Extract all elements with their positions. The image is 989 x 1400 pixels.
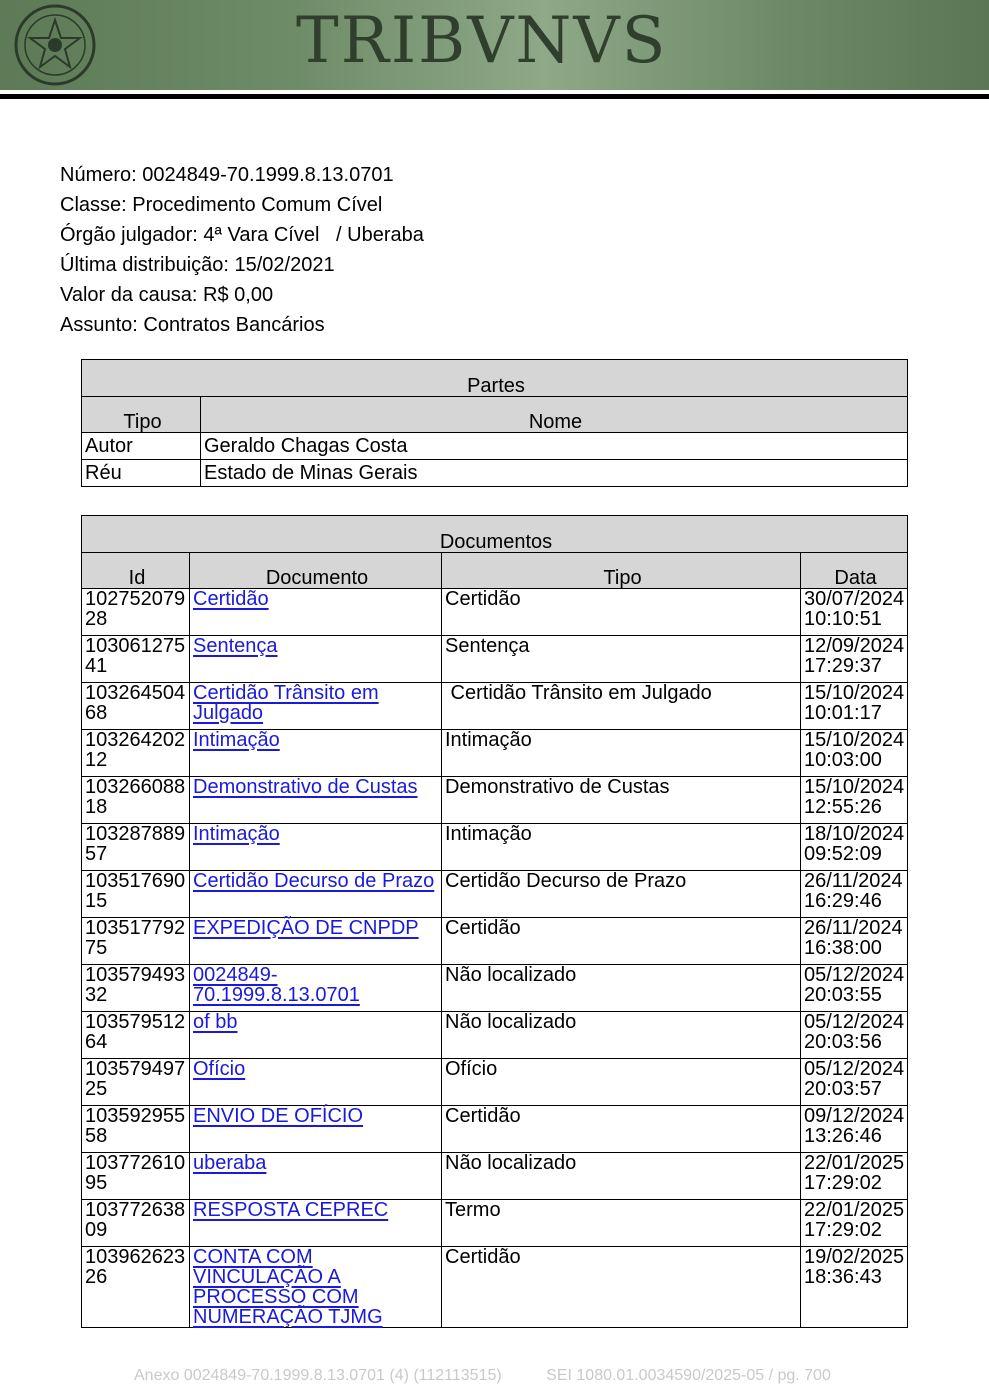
parties-header-tipo: Tipo	[82, 397, 201, 433]
header-banner	[0, 0, 989, 90]
document-row	[82, 683, 908, 730]
page-footer	[134, 1367, 831, 1385]
document-row	[82, 1059, 908, 1106]
document-id-part: 103592955	[85, 1105, 186, 1127]
document-date	[801, 636, 908, 683]
document-id-part: 103264202	[85, 729, 186, 751]
document-date-time: 09:52:09	[804, 843, 882, 865]
documents-table	[81, 515, 908, 1328]
document-id	[82, 824, 190, 871]
document-row	[82, 918, 908, 965]
document-row	[82, 1247, 908, 1328]
document-type: Não localizado	[442, 965, 801, 1012]
document-id	[82, 1200, 190, 1247]
document-id-part: 12	[85, 749, 108, 771]
document-link[interactable]: Certidão Trânsito em	[193, 682, 379, 704]
document-id	[82, 683, 190, 730]
document-row	[82, 730, 908, 777]
document-date	[801, 1012, 908, 1059]
document-name	[190, 1106, 442, 1153]
document-type: Demonstrativo de Custas	[442, 777, 801, 824]
document-name	[190, 965, 442, 1012]
document-link[interactable]: Intimação	[193, 729, 280, 751]
party-row	[82, 460, 908, 487]
document-date-day: 22/01/2025	[804, 1199, 905, 1221]
subject: Assunto: Contratos Bancários	[60, 314, 325, 336]
document-link[interactable]: VINCULAÇÃO A	[193, 1266, 341, 1288]
document-date	[801, 1106, 908, 1153]
document-id-part: 68	[85, 702, 108, 724]
documents-header-data: Data	[801, 553, 908, 589]
document-type: Não localizado	[442, 1153, 801, 1200]
document-date-day: 19/02/2025	[804, 1246, 905, 1268]
document-id	[82, 918, 190, 965]
document-type: Termo	[442, 1200, 801, 1247]
document-date-day: 15/10/2024	[804, 776, 905, 798]
document-date-day: 18/10/2024	[804, 823, 905, 845]
documents-header-documento: Documento	[190, 553, 442, 589]
document-date-day: 15/10/2024	[804, 682, 905, 704]
parties-table	[81, 359, 908, 487]
document-id-part: 41	[85, 655, 108, 677]
document-id-part: 32	[85, 984, 108, 1006]
document-name	[190, 1012, 442, 1059]
case-value: Valor da causa: R$ 0,00	[60, 284, 274, 306]
document-row	[82, 871, 908, 918]
document-id	[82, 1153, 190, 1200]
document-id-part: 26	[85, 1266, 108, 1288]
document-name	[190, 589, 442, 636]
document-id-part: 25	[85, 1078, 108, 1100]
document-date	[801, 1247, 908, 1328]
document-id-part: 103264504	[85, 682, 186, 704]
brand-title: TRIBVNVS	[296, 4, 668, 78]
document-id-part: 09	[85, 1219, 108, 1241]
document-date	[801, 871, 908, 918]
document-date-time: 18:36:43	[804, 1266, 882, 1288]
document-date-time: 17:29:37	[804, 655, 882, 677]
document-id-part: 95	[85, 1172, 108, 1194]
document-type: Certidão	[442, 1106, 801, 1153]
documents-header-tipo: Tipo	[442, 553, 801, 589]
document-date-day: 09/12/2024	[804, 1105, 905, 1127]
document-date-time: 12:55:26	[804, 796, 882, 818]
documents-caption: Documentos	[82, 516, 908, 553]
document-date-time: 10:10:51	[804, 608, 882, 630]
documents-header-id: Id	[82, 553, 190, 589]
document-type: Certidão	[442, 1247, 801, 1328]
document-id-part: 103962623	[85, 1246, 186, 1268]
document-id	[82, 636, 190, 683]
document-id-part: 103517690	[85, 870, 186, 892]
process-number: Número: 0024849-70.1999.8.13.0701	[60, 164, 394, 186]
document-row	[82, 965, 908, 1012]
document-link[interactable]: Certidão Decurso de Prazo	[193, 870, 435, 892]
parties-caption: Partes	[82, 360, 908, 397]
document-type: Certidão Decurso de Prazo	[442, 871, 801, 918]
document-name	[190, 824, 442, 871]
document-date-day: 26/11/2024	[804, 917, 903, 939]
document-id-part: 18	[85, 796, 108, 818]
last-distribution: Última distribuição: 15/02/2021	[60, 254, 335, 276]
document-id-part: 103061275	[85, 635, 186, 657]
document-date-time: 20:03:56	[804, 1031, 882, 1053]
document-name	[190, 1059, 442, 1106]
party-type: Réu	[82, 460, 201, 487]
document-type: Intimação	[442, 824, 801, 871]
document-id	[82, 1106, 190, 1153]
document-link[interactable]: Julgado	[193, 702, 264, 724]
document-date-time: 16:38:00	[804, 937, 882, 959]
document-id	[82, 965, 190, 1012]
document-link[interactable]: ENVIO DE OFÍCIO	[193, 1105, 364, 1127]
document-name	[190, 777, 442, 824]
document-row	[82, 777, 908, 824]
document-id-part: 103579512	[85, 1011, 186, 1033]
document-date-day: 05/12/2024	[804, 1058, 905, 1080]
document-id-part: 103772638	[85, 1199, 186, 1221]
document-id-part: 75	[85, 937, 108, 959]
footer-anexo: Anexo 0024849-70.1999.8.13.0701 (4) (112113515)	[134, 1367, 502, 1384]
document-row	[82, 1200, 908, 1247]
document-id-part: 103287889	[85, 823, 186, 845]
document-link[interactable]: Sentença	[193, 635, 278, 657]
document-date-time: 17:29:02	[804, 1219, 882, 1241]
document-date-day: 12/09/2024	[804, 635, 905, 657]
document-date	[801, 777, 908, 824]
document-id	[82, 1012, 190, 1059]
document-row	[82, 636, 908, 683]
document-date	[801, 683, 908, 730]
document-name	[190, 730, 442, 777]
document-name	[190, 683, 442, 730]
document-name	[190, 1247, 442, 1328]
document-id	[82, 589, 190, 636]
document-date-day: 26/11/2024	[804, 870, 903, 892]
document-id	[82, 730, 190, 777]
document-date	[801, 824, 908, 871]
document-type: Certidão Trânsito em Julgado	[442, 683, 801, 730]
document-name	[190, 1153, 442, 1200]
document-id-part: 64	[85, 1031, 108, 1053]
document-date	[801, 965, 908, 1012]
document-type: Ofício	[442, 1059, 801, 1106]
document-type: Sentença	[442, 636, 801, 683]
document-link[interactable]: Intimação	[193, 823, 280, 845]
document-date-time: 17:29:02	[804, 1172, 882, 1194]
document-id	[82, 1059, 190, 1106]
document-row	[82, 1153, 908, 1200]
document-link[interactable]: CONTA COM	[193, 1246, 313, 1268]
document-date-time: 10:01:17	[804, 702, 882, 724]
document-name	[190, 871, 442, 918]
document-date	[801, 730, 908, 777]
document-date	[801, 918, 908, 965]
document-link[interactable]: of bb	[193, 1011, 238, 1033]
parties-header-nome: Nome	[201, 397, 908, 433]
party-row	[82, 433, 908, 460]
document-id	[82, 777, 190, 824]
party-type: Autor	[82, 433, 201, 460]
document-date-time: 20:03:57	[804, 1078, 882, 1100]
document-id-part: 58	[85, 1125, 108, 1147]
document-type: Não localizado	[442, 1012, 801, 1059]
document-name	[190, 1200, 442, 1247]
document-id-part: 102752079	[85, 588, 186, 610]
document-name	[190, 918, 442, 965]
document-date-day: 05/12/2024	[804, 1011, 905, 1033]
document-link[interactable]: Demonstrativo de Custas	[193, 776, 418, 798]
footer-sei: SEI 1080.01.0034590/2025-05 / pg. 700	[546, 1367, 831, 1384]
document-row	[82, 1106, 908, 1153]
document-date-time: 20:03:55	[804, 984, 882, 1006]
document-date-day: 15/10/2024	[804, 729, 905, 751]
document-date	[801, 1200, 908, 1247]
process-class: Classe: Procedimento Comum Cível	[60, 194, 383, 216]
document-link[interactable]: NUMERAÇÃO TJMG	[193, 1306, 383, 1328]
document-name	[190, 636, 442, 683]
document-date-time: 16:29:46	[804, 890, 882, 912]
document-date	[801, 1153, 908, 1200]
document-date	[801, 589, 908, 636]
document-id-part: 103579497	[85, 1058, 186, 1080]
document-id-part: 103517792	[85, 917, 186, 939]
document-link[interactable]: Ofício	[193, 1058, 246, 1080]
document-date-day: 30/07/2024	[804, 588, 905, 610]
document-id	[82, 871, 190, 918]
party-name: Geraldo Chagas Costa	[201, 433, 908, 460]
process-metadata	[60, 160, 424, 340]
document-row	[82, 1012, 908, 1059]
document-row	[82, 824, 908, 871]
document-id-part: 15	[85, 890, 108, 912]
document-link[interactable]: 0024849-	[193, 964, 278, 986]
document-type: Certidão	[442, 589, 801, 636]
party-name: Estado de Minas Gerais	[201, 460, 908, 487]
document-link[interactable]: PROCESSO COM	[193, 1286, 359, 1308]
document-date-day: 22/01/2025	[804, 1152, 905, 1174]
document-link[interactable]: Certidão	[193, 588, 269, 610]
state-seal-icon	[12, 4, 98, 86]
document-type: Intimação	[442, 730, 801, 777]
document-id-part: 103579493	[85, 964, 186, 986]
document-type: Certidão	[442, 918, 801, 965]
document-id-part: 28	[85, 608, 108, 630]
document-row	[82, 589, 908, 636]
document-id-part: 103772610	[85, 1152, 186, 1174]
document-date-day: 05/12/2024	[804, 964, 905, 986]
document-date-time: 13:26:46	[804, 1125, 882, 1147]
document-link[interactable]: RESPOSTA CEPREC	[193, 1199, 389, 1221]
document-link[interactable]: EXPEDIÇÃO DE CNPDP	[193, 917, 419, 939]
document-date	[801, 1059, 908, 1106]
judging-body: Órgão julgador: 4ª Vara Cível / Uberaba	[60, 224, 424, 246]
document-id-part: 103266088	[85, 776, 186, 798]
document-link[interactable]: 70.1999.8.13.0701	[193, 984, 360, 1006]
document-id	[82, 1247, 190, 1328]
header-divider	[0, 94, 989, 99]
document-id-part: 57	[85, 843, 108, 865]
document-link[interactable]: uberaba	[193, 1152, 267, 1174]
document-date-time: 10:03:00	[804, 749, 882, 771]
